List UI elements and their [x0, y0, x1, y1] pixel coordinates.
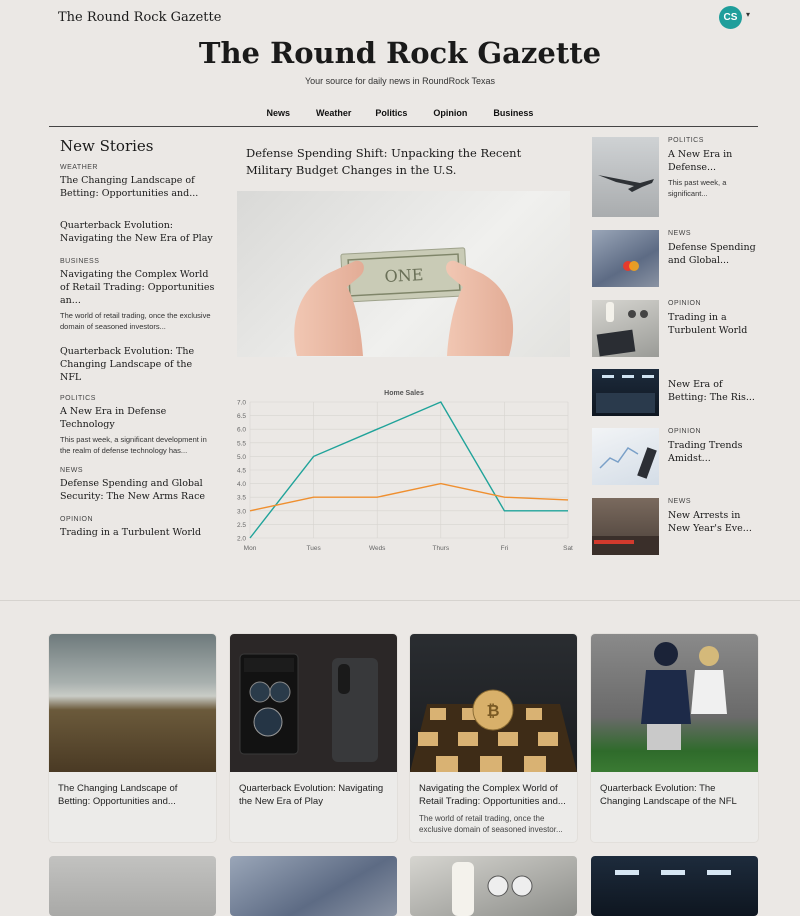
- y-tick-label: 2.5: [236, 521, 246, 529]
- camera-phone-drawing: [230, 634, 397, 772]
- story-category: NEWS: [668, 498, 691, 505]
- main-nav: [0, 108, 800, 118]
- office-thumbnail[interactable]: [592, 369, 659, 416]
- y-tick-label: 5.0: [236, 453, 246, 461]
- y-tick-label: 3.5: [236, 494, 246, 502]
- jet-image: [592, 137, 659, 217]
- chess-bitcoin-image[interactable]: [410, 634, 577, 772]
- jet-thumbnail[interactable]: [592, 137, 659, 217]
- story-title[interactable]: Trading in a Turbulent World: [60, 527, 202, 538]
- y-tick-label: 4.5: [236, 467, 246, 475]
- article-card-image[interactable]: [49, 856, 216, 916]
- story-title[interactable]: Trading Trends Amidst...: [668, 440, 743, 464]
- nav-opinion[interactable]: Opinion: [433, 108, 468, 118]
- masthead: The Round Rock Gazette: [198, 36, 602, 70]
- trading-desk-image: [592, 300, 659, 357]
- card-title[interactable]: Navigating the Complex World of Retail Trading: Opportunities and...: [419, 783, 566, 807]
- article-card[interactable]: [49, 634, 216, 842]
- site-title-small[interactable]: The Round Rock Gazette: [58, 10, 222, 25]
- trading-chart-thumbnail[interactable]: [592, 428, 659, 485]
- story-category: WEATHER: [60, 164, 98, 171]
- credit-card-image: [592, 230, 659, 287]
- y-tick-label: 2.0: [236, 535, 246, 543]
- y-tick-label: 6.0: [236, 426, 246, 434]
- chevron-down-icon[interactable]: ▾: [746, 10, 751, 19]
- section-divider: [0, 600, 800, 601]
- article-card-image[interactable]: [410, 856, 577, 916]
- article-card[interactable]: [410, 634, 577, 842]
- y-tick-label: 4.0: [236, 481, 246, 489]
- article-card[interactable]: [230, 634, 397, 842]
- nav-divider: [49, 126, 758, 127]
- user-avatar[interactable]: CS: [719, 6, 742, 29]
- story-title[interactable]: Defense Spending and Global...: [668, 242, 756, 266]
- forest-fog-image[interactable]: [49, 634, 216, 772]
- story-title[interactable]: A New Era in Defense...: [668, 149, 733, 173]
- story-category: POLITICS: [60, 395, 96, 402]
- x-tick-label: Thurs: [432, 545, 450, 552]
- story-title[interactable]: Quarterback Evolution: The Changing Landscape of the NFL: [60, 346, 195, 383]
- y-tick-label: 3.0: [236, 508, 246, 516]
- story-excerpt: This past week, a significant development in the realm of defense technology has...: [60, 435, 207, 455]
- office-image: [592, 369, 659, 416]
- svg-text:₿: ₿: [486, 701, 500, 720]
- y-tick-label: 6.5: [236, 413, 246, 421]
- story-category: OPINION: [668, 300, 702, 307]
- story-category: NEWS: [60, 467, 83, 474]
- card-excerpt: The world of retail trading, once the exclusive domain of seasoned investor...: [419, 814, 563, 834]
- x-tick-label: Mon: [243, 545, 257, 552]
- x-tick-label: Sat: [563, 545, 573, 552]
- home-sales-chart: [236, 386, 576, 558]
- credit-card-thumbnail[interactable]: [592, 230, 659, 287]
- card-title[interactable]: Quarterback Evolution: The Changing Landscape of the NFL: [600, 783, 737, 807]
- arrests-thumbnail[interactable]: [592, 498, 659, 555]
- list-item[interactable]: [60, 516, 216, 539]
- football-drawing: [591, 634, 758, 772]
- story-title[interactable]: Navigating the Complex World of Retail Trading: Opportunities an...: [60, 269, 215, 306]
- story-title[interactable]: New Era of Betting: The Ris...: [668, 379, 755, 403]
- list-item[interactable]: [60, 219, 216, 245]
- list-item[interactable]: [60, 345, 216, 384]
- x-tick-label: Tues: [306, 545, 321, 552]
- x-tick-label: Weds: [368, 545, 386, 552]
- nav-politics[interactable]: Politics: [375, 108, 408, 118]
- article-card-image[interactable]: [230, 856, 397, 916]
- svg-text:ONE: ONE: [384, 264, 424, 287]
- featured-image[interactable]: [237, 191, 570, 357]
- list-item[interactable]: [60, 258, 216, 332]
- trading-desk-thumbnail[interactable]: [592, 300, 659, 357]
- chart-title: Home Sales: [384, 390, 424, 397]
- new-stories-list: [60, 137, 216, 552]
- story-title[interactable]: The Changing Landscape of Betting: Opportunities and...: [60, 175, 199, 199]
- new-stories-heading: New Stories: [60, 137, 154, 155]
- story-title[interactable]: Trading in a Turbulent World: [668, 312, 748, 336]
- list-item[interactable]: [60, 395, 216, 456]
- story-category: NEWS: [668, 230, 691, 237]
- story-title[interactable]: Quarterback Evolution: Navigating the New Era of Play: [60, 220, 213, 244]
- chess-board-drawing: [410, 634, 577, 772]
- x-tick-label: Fri: [500, 545, 509, 552]
- arrests-image: [592, 498, 659, 555]
- story-category: POLITICS: [668, 137, 704, 144]
- list-item[interactable]: [592, 230, 762, 310]
- featured-headline[interactable]: Defense Spending Shift: Unpacking the Recent Military Budget Changes in the U.S.: [246, 146, 522, 177]
- tagline: Your source for daily news in RoundRock Texas: [304, 76, 496, 86]
- office-lights-icon: [591, 856, 758, 916]
- nav-weather[interactable]: Weather: [316, 108, 352, 118]
- story-category: OPINION: [60, 516, 94, 523]
- y-tick-label: 5.5: [236, 440, 246, 448]
- story-excerpt: The world of retail trading, once the exclusive domain of seasoned investors...: [60, 311, 211, 331]
- trading-chart-image: [592, 428, 659, 485]
- story-excerpt: This past week, a significant...: [668, 178, 727, 198]
- article-card-image[interactable]: [591, 856, 758, 916]
- story-title[interactable]: New Arrests in New Year's Eve...: [668, 510, 752, 534]
- dollar-bill-photo: [237, 191, 570, 357]
- football-game-image[interactable]: [591, 634, 758, 772]
- nav-business[interactable]: Business: [493, 108, 534, 118]
- story-title[interactable]: A New Era in Defense Technology: [60, 406, 167, 430]
- list-item[interactable]: [592, 137, 762, 217]
- candle-icon: [410, 856, 577, 916]
- y-tick-label: 7.0: [236, 399, 246, 407]
- list-item[interactable]: [60, 467, 216, 503]
- card-title[interactable]: Quarterback Evolution: Navigating the New Era of Play: [239, 783, 384, 807]
- story-title[interactable]: Defense Spending and Global Security: The New Arms Race: [60, 478, 206, 502]
- list-item[interactable]: [60, 164, 216, 200]
- list-item[interactable]: [592, 428, 762, 508]
- story-category: BUSINESS: [60, 258, 100, 265]
- list-item[interactable]: [592, 300, 762, 380]
- camera-phone-image[interactable]: [230, 634, 397, 772]
- list-item[interactable]: [592, 498, 762, 578]
- nav-news[interactable]: News: [266, 108, 291, 118]
- card-title[interactable]: The Changing Landscape of Betting: Opportunities and...: [58, 783, 178, 807]
- story-category: OPINION: [668, 428, 702, 435]
- article-card[interactable]: [591, 634, 758, 842]
